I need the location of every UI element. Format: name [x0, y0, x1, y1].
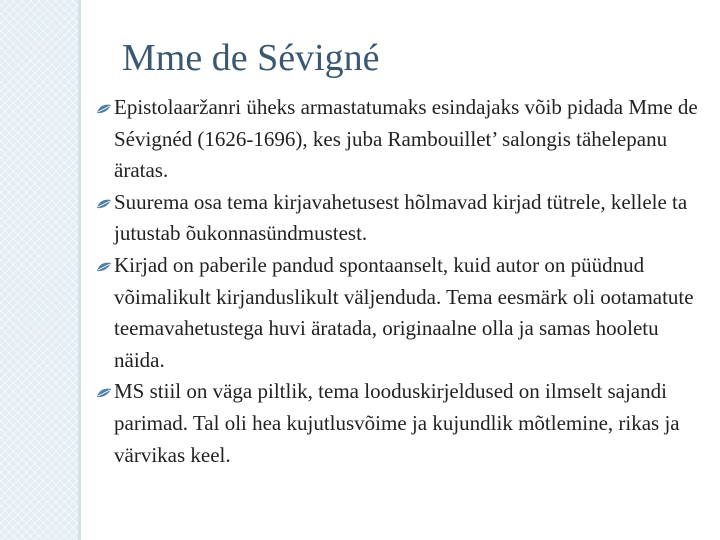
bullet-text: Epistolaaržanri üheks armastatumaks esindajaks võib pidada Mme de Sévignéd (1626-1696), kes juba Rambouillet’ salongis tähelepanu äratas.: [114, 95, 698, 183]
bullet-text: Kirjad on paberile pandud spontaanselt, kuid autor on püüdnud võimalikult kirjanduslikult väljenduda. Tema eesmärk oli ootamatute teemavahetustega huvi äratada, originaalne olla ja samas hooletu näida.: [114, 252, 694, 372]
leaf-bullet-icon: [96, 376, 114, 408]
bullet-text: MS stiil on väga piltlik, tema looduskirjeldused on ilmselt sajandi parimad. Tal oli hea kujutlusvõime ja kujundlik mõtlemine, rikas ja värvikas keel.: [114, 379, 680, 467]
decorative-side-band: [0, 0, 78, 540]
leaf-bullet-icon: [96, 92, 114, 124]
bullet-item: [96, 376, 708, 471]
side-band-edge: [78, 0, 81, 540]
bullet-list: [96, 92, 708, 471]
bullet-item: [96, 250, 708, 376]
leaf-bullet-icon: [96, 187, 114, 219]
bullet-item: [96, 187, 708, 250]
leaf-bullet-icon: [96, 250, 114, 282]
slide-title: Mme de Sévigné: [122, 37, 380, 79]
bullet-text: Suurema osa tema kirjavahetusest hõlmavad kirjad tütrele, kellele ta jutustab õukonnasündmustest.: [114, 189, 688, 246]
bullet-item: [96, 92, 708, 187]
